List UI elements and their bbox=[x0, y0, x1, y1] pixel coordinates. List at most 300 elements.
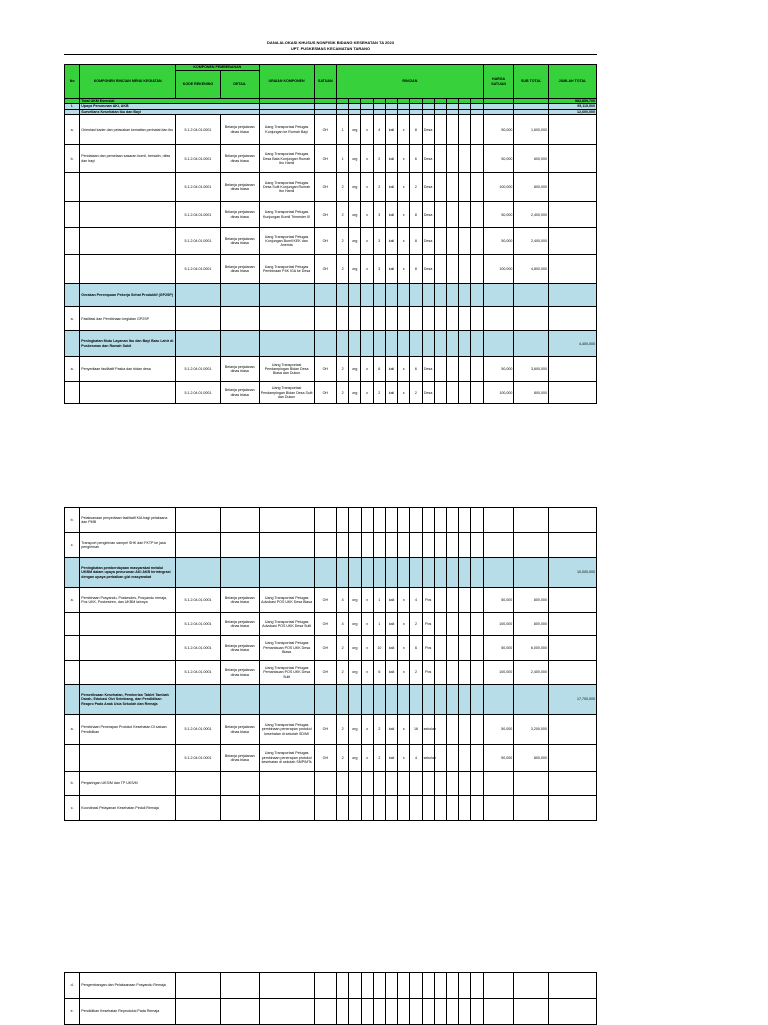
satuan bbox=[314, 307, 336, 331]
empty-cell bbox=[447, 796, 459, 821]
harga-satuan: 50,000 bbox=[483, 745, 514, 772]
multiply-sign: x bbox=[361, 715, 373, 745]
unit-2: kali bbox=[385, 613, 397, 636]
unit-1: org bbox=[349, 145, 361, 173]
multiply-sign bbox=[361, 973, 373, 999]
item-description: Penyediaan fasilitatif Paska dan bidan desa bbox=[80, 357, 176, 382]
section-empty-cell bbox=[373, 331, 385, 357]
unit-2: kali bbox=[385, 382, 397, 404]
uraian-komponen bbox=[259, 796, 314, 821]
unit-3: Desa bbox=[422, 202, 434, 228]
empty-cell bbox=[459, 115, 471, 145]
section-no bbox=[65, 558, 80, 588]
qty-1: 2 bbox=[337, 715, 349, 745]
section-no bbox=[65, 284, 80, 307]
qty-1: 2 bbox=[336, 202, 348, 228]
title-line-1: DANA ALOKASI KHUSUS NONFISIK BIDANG KESEHATAN TA 2023 bbox=[267, 40, 394, 45]
satuan: OH bbox=[314, 357, 336, 382]
section-empty-cell bbox=[314, 331, 336, 357]
jumlah-total bbox=[548, 745, 596, 772]
item-description bbox=[80, 228, 176, 255]
table-row bbox=[65, 715, 597, 745]
section-empty-cell bbox=[361, 558, 373, 588]
item-letter bbox=[65, 636, 80, 661]
empty-cell bbox=[434, 228, 446, 255]
unit-1: org bbox=[349, 115, 361, 145]
multiply-sign bbox=[398, 796, 410, 821]
empty-cell bbox=[471, 307, 483, 331]
unit-3 bbox=[422, 508, 434, 533]
sub-total: 800,000 bbox=[514, 173, 549, 202]
qty-2 bbox=[373, 796, 385, 821]
budget-table bbox=[64, 972, 597, 1025]
empty-cell bbox=[471, 533, 483, 558]
unit-1: org bbox=[349, 588, 361, 613]
qty-1: 2 bbox=[336, 228, 348, 255]
section-no bbox=[65, 685, 80, 715]
multiply-sign bbox=[361, 999, 373, 1025]
kode-rekening: 5.1.2.04.01.0001 bbox=[176, 661, 221, 685]
qty-1 bbox=[336, 307, 348, 331]
empty-cell bbox=[447, 661, 459, 685]
section-total: 4,400,000 bbox=[548, 331, 596, 357]
unit-1 bbox=[349, 307, 361, 331]
item-description: Koordinasi Pelayanan Kesehatan Peduli Remaja bbox=[80, 796, 176, 821]
item-letter bbox=[65, 382, 80, 404]
satuan: OH bbox=[314, 202, 336, 228]
empty-cell bbox=[434, 255, 446, 284]
empty-cell bbox=[459, 796, 471, 821]
kode-rekening: 5.1.2.04.01.0001 bbox=[176, 588, 221, 613]
sub-total: 3,600,000 bbox=[514, 357, 549, 382]
multiply-sign: x bbox=[398, 636, 410, 661]
empty-cell bbox=[434, 173, 446, 202]
multiply-sign: x bbox=[361, 636, 373, 661]
col-komponen-pembebanan: KOMPONEN PEMBEBANAN bbox=[176, 65, 260, 71]
section-empty-cell bbox=[422, 685, 434, 715]
unit-3: Pos bbox=[422, 613, 434, 636]
col-satuan: SATUAN bbox=[314, 65, 336, 99]
section-empty-cell bbox=[434, 558, 446, 588]
col-jumlah: JUMLAH TOTAL bbox=[548, 65, 596, 99]
harga-satuan bbox=[483, 796, 514, 821]
empty-cell bbox=[446, 382, 458, 404]
unit-2: kali bbox=[385, 661, 397, 685]
col-no: No bbox=[65, 65, 80, 99]
qty-1: 4 bbox=[337, 613, 349, 636]
empty-cell bbox=[434, 973, 446, 999]
sub-total bbox=[514, 307, 549, 331]
table-row bbox=[65, 307, 597, 331]
unit-1: org bbox=[349, 745, 361, 772]
section-no bbox=[65, 331, 80, 357]
multiply-sign: x bbox=[361, 613, 373, 636]
jumlah-total bbox=[548, 715, 596, 745]
unit-2: kali bbox=[385, 636, 397, 661]
empty-cell bbox=[434, 796, 446, 821]
qty-3: 2 bbox=[410, 382, 422, 404]
jumlah-total bbox=[548, 999, 596, 1025]
item-letter: a. bbox=[65, 115, 80, 145]
harga-satuan: 50,000 bbox=[483, 715, 514, 745]
section-empty-cell bbox=[514, 284, 549, 307]
table-row bbox=[65, 228, 597, 255]
jumlah-total bbox=[548, 973, 596, 999]
item-letter bbox=[65, 661, 80, 685]
section-row bbox=[65, 284, 597, 307]
uraian-komponen bbox=[259, 533, 314, 558]
unit-3: Desa bbox=[422, 228, 434, 255]
qty-1: 2 bbox=[337, 661, 349, 685]
unit-1: org bbox=[349, 202, 361, 228]
multiply-sign: x bbox=[361, 202, 373, 228]
empty-cell bbox=[459, 715, 471, 745]
unit-2 bbox=[385, 307, 397, 331]
satuan: OH bbox=[314, 145, 336, 173]
col-rincian: RINCIAN bbox=[336, 65, 483, 99]
empty-cell bbox=[434, 999, 446, 1025]
empty-cell bbox=[434, 145, 446, 173]
document-title bbox=[64, 40, 597, 52]
empty-cell bbox=[434, 745, 446, 772]
uraian-komponen: Uang Transportasi Pendampingan Bidan Desa Sulit dan Dukun bbox=[259, 382, 314, 404]
multiply-sign: x bbox=[398, 613, 410, 636]
table-row bbox=[65, 145, 597, 173]
unit-2: kali bbox=[385, 745, 397, 772]
section-empty-cell bbox=[471, 284, 483, 307]
detail bbox=[220, 999, 259, 1025]
detail: Belanja perjalanan dinas biasa bbox=[220, 357, 259, 382]
kode-rekening: 5.1.2.04.01.0001 bbox=[176, 145, 221, 173]
sub-total bbox=[514, 973, 549, 999]
uraian-komponen bbox=[259, 508, 314, 533]
unit-3: Desa bbox=[422, 255, 434, 284]
unit-3 bbox=[422, 307, 434, 331]
item-letter: e. bbox=[65, 999, 80, 1025]
harga-satuan: 50,000 bbox=[483, 115, 514, 145]
empty-cell bbox=[446, 228, 458, 255]
unit-3: Pos bbox=[422, 636, 434, 661]
empty-cell bbox=[459, 145, 471, 173]
uraian-komponen: Uang Transportasi Petugas Advokasi POS UKK Desa Biasa bbox=[259, 588, 314, 613]
qty-2 bbox=[373, 533, 385, 558]
unit-1: org bbox=[349, 255, 361, 284]
section-empty-cell bbox=[410, 331, 422, 357]
qty-2: 3 bbox=[373, 228, 385, 255]
detail: Belanja perjalanan dinas biasa bbox=[220, 115, 259, 145]
empty-cell bbox=[471, 636, 483, 661]
satuan: OH bbox=[314, 745, 336, 772]
table-row bbox=[65, 533, 597, 558]
satuan bbox=[314, 973, 336, 999]
satuan: OH bbox=[314, 613, 336, 636]
unit-1: org bbox=[349, 382, 361, 404]
empty-cell bbox=[446, 115, 458, 145]
section-empty-cell bbox=[459, 558, 471, 588]
kode-rekening: 5.1.2.04.01.0001 bbox=[176, 202, 221, 228]
sub-total bbox=[514, 508, 549, 533]
qty-3: 2 bbox=[410, 661, 422, 685]
qty-1: 2 bbox=[336, 255, 348, 284]
qty-2: 2 bbox=[373, 173, 385, 202]
harga-satuan: 100,000 bbox=[483, 255, 514, 284]
col-uraian: URAIAN KOMPONEN bbox=[259, 65, 314, 99]
empty-cell bbox=[471, 745, 483, 772]
harga-satuan: 50,000 bbox=[483, 145, 514, 173]
detail: Belanja perjalanan dinas biasa bbox=[220, 745, 259, 772]
section-empty-cell bbox=[220, 331, 259, 357]
harga-satuan bbox=[483, 772, 514, 796]
item-description: Transport pengiriman sampel SHK dari FKTP ke jasa pengiriman bbox=[80, 533, 176, 558]
jumlah-total bbox=[548, 588, 596, 613]
multiply-sign: x bbox=[398, 255, 410, 284]
section-empty-cell bbox=[373, 685, 385, 715]
uraian-komponen bbox=[259, 772, 314, 796]
qty-1: 1 bbox=[336, 145, 348, 173]
qty-3: 16 bbox=[410, 715, 422, 745]
section-empty-cell bbox=[176, 331, 221, 357]
multiply-sign bbox=[361, 796, 373, 821]
summary-name: Total UKM Esensial bbox=[80, 99, 259, 104]
sub-total: 800,000 bbox=[514, 745, 549, 772]
item-description bbox=[80, 613, 176, 636]
budget-table bbox=[64, 64, 597, 404]
multiply-sign: x bbox=[398, 382, 410, 404]
sub-total: 6,000,000 bbox=[514, 636, 549, 661]
detail: Belanja perjalanan dinas biasa bbox=[220, 255, 259, 284]
detail: Belanja perjalanan dinas biasa bbox=[220, 636, 259, 661]
qty-3 bbox=[410, 508, 422, 533]
multiply-sign: x bbox=[361, 228, 373, 255]
budget-table-page-2 bbox=[64, 507, 597, 821]
multiply-sign: x bbox=[361, 115, 373, 145]
qty-1 bbox=[337, 973, 349, 999]
kode-rekening: 5.1.2.04.01.0001 bbox=[176, 382, 221, 404]
jumlah-total bbox=[548, 533, 596, 558]
empty-cell bbox=[447, 772, 459, 796]
multiply-sign bbox=[398, 999, 410, 1025]
jumlah-total bbox=[548, 228, 596, 255]
section-empty-cell bbox=[176, 685, 221, 715]
satuan: OH bbox=[314, 173, 336, 202]
harga-satuan bbox=[483, 533, 514, 558]
item-description: Pembinaan Posyandu, Poskesdes, Posyandu remaja, Pos UKK, Poskestren, dan UKBM lainnya bbox=[80, 588, 176, 613]
section-empty-cell bbox=[385, 284, 397, 307]
table-row bbox=[65, 115, 597, 145]
empty-cell bbox=[434, 357, 446, 382]
section-empty-cell bbox=[349, 284, 361, 307]
jumlah-total bbox=[548, 357, 596, 382]
unit-3 bbox=[422, 533, 434, 558]
qty-1 bbox=[337, 796, 349, 821]
kode-rekening bbox=[176, 973, 221, 999]
empty-cell bbox=[471, 715, 483, 745]
qty-3: 6 bbox=[410, 636, 422, 661]
qty-3: 8 bbox=[410, 255, 422, 284]
unit-1 bbox=[349, 999, 361, 1025]
qty-1 bbox=[337, 508, 349, 533]
unit-2 bbox=[385, 999, 397, 1025]
item-letter: a. bbox=[65, 357, 80, 382]
unit-3: Desa bbox=[422, 357, 434, 382]
detail: Belanja perjalanan dinas biasa bbox=[220, 173, 259, 202]
unit-1: org bbox=[349, 636, 361, 661]
qty-1: 2 bbox=[336, 382, 348, 404]
multiply-sign bbox=[361, 533, 373, 558]
satuan bbox=[314, 796, 336, 821]
section-empty-cell bbox=[459, 331, 471, 357]
item-description: Pembinaan Penerapan Protokol Kesehatan Di satuan Pendidikan bbox=[80, 715, 176, 745]
empty-cell bbox=[459, 772, 471, 796]
section-empty-cell bbox=[336, 284, 348, 307]
item-letter: c. bbox=[65, 533, 80, 558]
section-empty-cell bbox=[398, 284, 410, 307]
qty-2: 10 bbox=[373, 636, 385, 661]
harga-satuan bbox=[483, 999, 514, 1025]
section-empty-cell bbox=[349, 331, 361, 357]
section-empty-cell bbox=[385, 558, 397, 588]
multiply-sign bbox=[398, 772, 410, 796]
empty-cell bbox=[434, 508, 446, 533]
qty-2: 1 bbox=[373, 613, 385, 636]
qty-2: 2 bbox=[373, 745, 385, 772]
summary-total: 95,115,500 bbox=[548, 104, 596, 109]
empty-cell bbox=[447, 533, 459, 558]
qty-2 bbox=[373, 772, 385, 796]
satuan: OH bbox=[314, 228, 336, 255]
table-row bbox=[65, 382, 597, 404]
qty-2 bbox=[373, 973, 385, 999]
qty-1: 2 bbox=[336, 357, 348, 382]
sub-total: 600,000 bbox=[514, 145, 549, 173]
item-description bbox=[80, 745, 176, 772]
summary-name: Surveilans Kesehatan Ibu dan Bayi bbox=[80, 109, 259, 114]
empty-cell bbox=[434, 636, 446, 661]
unit-3 bbox=[422, 772, 434, 796]
unit-2 bbox=[385, 772, 397, 796]
qty-3: 2 bbox=[410, 173, 422, 202]
qty-3: 4 bbox=[410, 745, 422, 772]
item-letter bbox=[65, 613, 80, 636]
summary-name: Upaya Penurunan AKI, AKB bbox=[80, 104, 259, 109]
kode-rekening bbox=[176, 999, 221, 1025]
budget-table bbox=[64, 507, 597, 821]
summary-no: I. bbox=[65, 104, 80, 109]
unit-2 bbox=[385, 533, 397, 558]
uraian-komponen bbox=[259, 307, 314, 331]
detail: Belanja perjalanan dinas biasa bbox=[220, 382, 259, 404]
item-letter: b. bbox=[65, 508, 80, 533]
empty-cell bbox=[446, 255, 458, 284]
section-empty-cell bbox=[471, 558, 483, 588]
qty-2: 2 bbox=[373, 145, 385, 173]
qty-1 bbox=[337, 772, 349, 796]
qty-3: 6 bbox=[410, 145, 422, 173]
table-row bbox=[65, 973, 597, 999]
empty-cell bbox=[447, 508, 459, 533]
item-letter bbox=[65, 173, 80, 202]
section-empty-cell bbox=[385, 331, 397, 357]
item-letter: a. bbox=[65, 715, 80, 745]
section-empty-cell bbox=[314, 558, 336, 588]
jumlah-total bbox=[548, 173, 596, 202]
item-letter: c. bbox=[65, 796, 80, 821]
detail: Belanja perjalanan dinas biasa bbox=[220, 588, 259, 613]
harga-satuan: 100,000 bbox=[483, 661, 514, 685]
qty-2: 1 bbox=[373, 588, 385, 613]
item-letter bbox=[65, 228, 80, 255]
empty-cell bbox=[434, 533, 446, 558]
kode-rekening: 5.1.2.04.01.0001 bbox=[176, 173, 221, 202]
section-total: 10,000,000 bbox=[548, 558, 596, 588]
empty-cell bbox=[434, 661, 446, 685]
item-letter bbox=[65, 255, 80, 284]
multiply-sign: x bbox=[361, 382, 373, 404]
section-empty-cell bbox=[398, 331, 410, 357]
satuan: OH bbox=[314, 382, 336, 404]
sub-total: 800,000 bbox=[514, 588, 549, 613]
section-empty-cell bbox=[176, 558, 221, 588]
detail bbox=[220, 533, 259, 558]
uraian-komponen: Uang Transportasi Petugas Pembinaan P4K IGA ke Desa bbox=[259, 255, 314, 284]
item-letter: b. bbox=[65, 772, 80, 796]
section-row bbox=[65, 558, 597, 588]
detail bbox=[220, 796, 259, 821]
unit-1 bbox=[349, 796, 361, 821]
item-description: Penjaringan UKS/M dan TP UKS/M bbox=[80, 772, 176, 796]
empty-cell bbox=[471, 613, 483, 636]
multiply-sign: x bbox=[361, 145, 373, 173]
unit-1: org bbox=[349, 357, 361, 382]
qty-1: 4 bbox=[337, 588, 349, 613]
kode-rekening bbox=[176, 533, 221, 558]
item-description: Pendataan dan pemetaan sasaran bumil, bersalin, nifas dan bayi bbox=[80, 145, 176, 173]
col-harga: HARGA SATUAN bbox=[483, 65, 514, 99]
uraian-komponen: Uang Transportasi Petugas pembinaan penerapan protokol kesehatan di sekolah SD/MI bbox=[259, 715, 314, 745]
empty-cell bbox=[459, 636, 471, 661]
unit-1: org bbox=[349, 661, 361, 685]
table-row bbox=[65, 255, 597, 284]
uraian-komponen bbox=[259, 973, 314, 999]
qty-1: 1 bbox=[336, 115, 348, 145]
kode-rekening bbox=[176, 772, 221, 796]
uraian-komponen: Uang Transportasi Petugas pembinaan penerapan protokol kesehatan di sekolah SMP/MTs bbox=[259, 745, 314, 772]
section-empty-cell bbox=[220, 685, 259, 715]
qty-1 bbox=[337, 999, 349, 1025]
section-empty-cell bbox=[446, 331, 458, 357]
unit-1 bbox=[349, 772, 361, 796]
multiply-sign: x bbox=[398, 661, 410, 685]
unit-3: sekolah bbox=[422, 745, 434, 772]
unit-1 bbox=[349, 533, 361, 558]
unit-2: kali bbox=[385, 357, 397, 382]
item-description: Pelaksanaan penyediaan fasilitatif KIA bagi pelaksana dan PMB bbox=[80, 508, 176, 533]
empty-cell bbox=[434, 613, 446, 636]
summary-total: 983,859,700 bbox=[548, 99, 596, 104]
section-empty-cell bbox=[373, 284, 385, 307]
section-empty-cell bbox=[410, 284, 422, 307]
empty-cell bbox=[459, 661, 471, 685]
empty-cell bbox=[459, 307, 471, 331]
multiply-sign bbox=[398, 508, 410, 533]
unit-2: kali bbox=[385, 202, 397, 228]
col-komponen: KOMPONEN RINCIAN MENU KEGIATAN bbox=[80, 65, 176, 99]
item-description bbox=[80, 661, 176, 685]
satuan: OH bbox=[314, 255, 336, 284]
section-row bbox=[65, 331, 597, 357]
section-empty-cell bbox=[314, 685, 336, 715]
empty-cell bbox=[471, 202, 483, 228]
